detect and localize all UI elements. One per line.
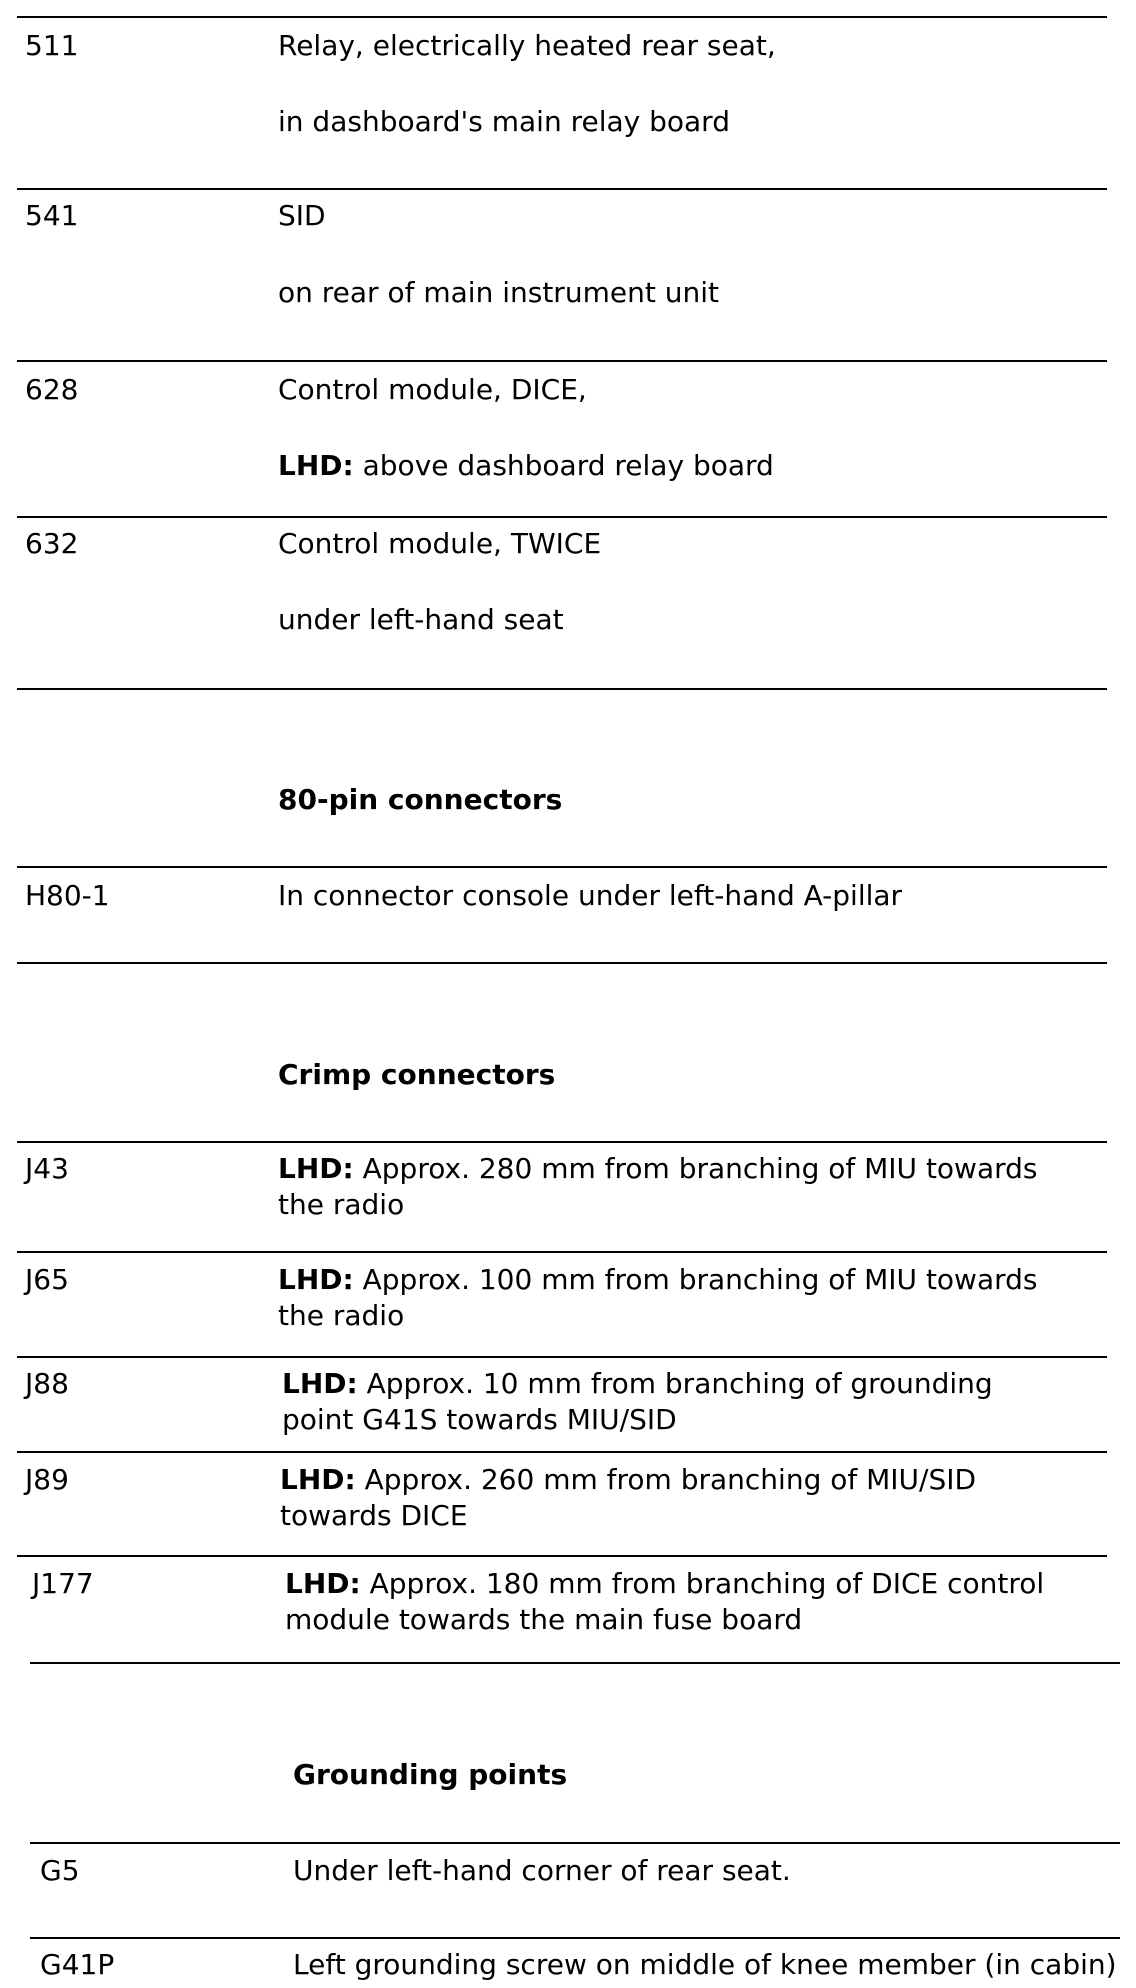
table-divider — [17, 1356, 1107, 1358]
section-heading-80-pin: 80-pin connectors — [278, 783, 563, 816]
grounding-code: G5 — [40, 1854, 80, 1887]
table-divider — [17, 516, 1107, 518]
crimp-code: J43 — [25, 1152, 69, 1185]
table-divider — [17, 188, 1107, 190]
table-divider — [17, 1555, 1107, 1557]
table-divider — [17, 1451, 1107, 1453]
table-divider — [17, 1141, 1107, 1143]
table-divider — [30, 1662, 1120, 1664]
table-divider — [30, 1937, 1120, 1939]
lhd-label: LHD: — [278, 1152, 354, 1185]
table-divider — [17, 16, 1107, 18]
lhd-label: LHD: — [280, 1463, 356, 1496]
crimp-desc — [285, 1566, 1097, 1638]
component-desc-line2 — [278, 448, 774, 484]
section-heading-grounding: Grounding points — [293, 1758, 568, 1791]
component-desc-line1: Control module, DICE, — [278, 373, 587, 406]
table-divider — [17, 688, 1107, 690]
grounding-desc: Left grounding screw on middle of knee member (in cabin) — [293, 1948, 1117, 1981]
crimp-code: J89 — [25, 1463, 69, 1496]
component-code: 541 — [25, 199, 79, 232]
crimp-desc-text: Approx. 100 mm from branching of MIU towards the radio — [278, 1263, 1038, 1332]
crimp-desc — [280, 1462, 1040, 1534]
crimp-code: J88 — [25, 1367, 69, 1400]
component-desc-text: above dashboard relay board — [362, 449, 774, 482]
component-code: 511 — [25, 29, 79, 62]
component-desc-line2: under left-hand seat — [278, 603, 564, 636]
crimp-desc-text: Approx. 180 mm from branching of DICE control module towards the main fuse board — [285, 1567, 1045, 1636]
table-divider — [17, 1251, 1107, 1253]
component-code: 628 — [25, 373, 79, 406]
connector-desc: In connector console under left-hand A-pillar — [278, 879, 903, 912]
component-desc-line2: on rear of main instrument unit — [278, 276, 719, 309]
grounding-desc: Under left-hand corner of rear seat. — [293, 1854, 791, 1887]
crimp-code: J65 — [25, 1263, 69, 1296]
component-code: 632 — [25, 527, 79, 560]
connector-code: H80-1 — [25, 879, 110, 912]
crimp-desc-text: Approx. 260 mm from branching of MIU/SID towards DICE — [280, 1463, 977, 1532]
component-desc-line2: in dashboard's main relay board — [278, 105, 730, 138]
section-heading-crimp: Crimp connectors — [278, 1058, 556, 1091]
crimp-code: J177 — [32, 1567, 94, 1600]
lhd-label: LHD: — [278, 1263, 354, 1296]
crimp-desc — [282, 1366, 1042, 1438]
crimp-desc-text: Approx. 10 mm from branching of grounding point G41S towards MIU/SID — [282, 1367, 993, 1436]
crimp-desc — [278, 1151, 1090, 1223]
lhd-label: LHD: — [282, 1367, 358, 1400]
crimp-desc — [278, 1262, 1090, 1334]
component-desc-line1: Relay, electrically heated rear seat, — [278, 29, 776, 62]
table-divider — [30, 1842, 1120, 1844]
table-divider — [17, 962, 1107, 964]
lhd-label: LHD: — [278, 449, 354, 482]
lhd-label: LHD: — [285, 1567, 361, 1600]
table-divider — [17, 866, 1107, 868]
crimp-desc-text: Approx. 280 mm from branching of MIU towards the radio — [278, 1152, 1038, 1221]
table-divider — [17, 360, 1107, 362]
component-desc-line1: Control module, TWICE — [278, 527, 602, 560]
grounding-code: G41P — [40, 1948, 115, 1981]
component-desc-line1: SID — [278, 199, 326, 232]
